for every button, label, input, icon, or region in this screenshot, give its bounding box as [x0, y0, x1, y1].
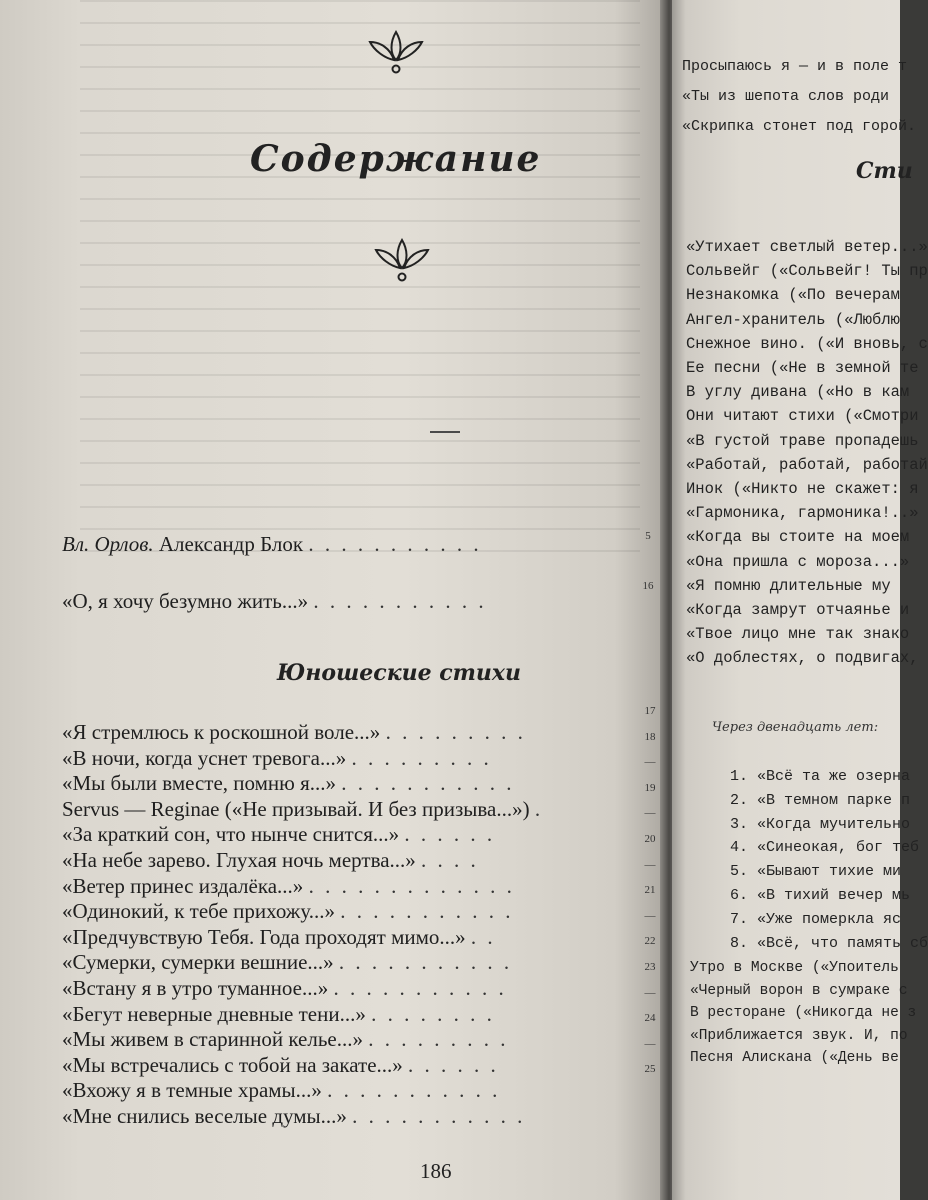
toc-entry-title: Servus — Reginae («Не призывай. И без призыва...») — [62, 796, 530, 821]
right-numbered-line: 3. «Когда мучительно — [730, 815, 911, 833]
toc-leader-dots: . . . . . . . . . . . . . — [308, 873, 515, 898]
toc-entry-title: «Ветер принес издалёка...» — [62, 873, 304, 898]
toc-leader-dots: . . . . . . . . . . . — [352, 1104, 526, 1128]
toc-entry[interactable] — [62, 1077, 602, 1103]
toc-leader-dots: . . . . . . . . . . . — [341, 771, 515, 796]
toc-entry-title: «Мне снились веселые думы...» — [62, 1104, 347, 1128]
right-toc-line: Сольвейг («Сольвейг! Ты пр — [686, 262, 928, 281]
toc-entry[interactable] — [62, 1103, 602, 1129]
right-toc-line: Ее песни («Не в земной те — [686, 359, 919, 377]
toc-entry[interactable] — [62, 719, 602, 745]
toc-entry-orlov[interactable]: Вл. Орлов. Александр Блок . . . . . . . . . . . — [62, 532, 482, 556]
page-number: 25 — [644, 1063, 656, 1076]
toc-entry-title: «Предчувствую Тебя. Года проходят мимо...» — [62, 924, 466, 949]
page-number: — — [644, 858, 656, 871]
page-number: 24 — [644, 1012, 656, 1025]
page-number: 22 — [644, 935, 656, 948]
toc-leader-dots: . . . . . . . . . . . — [340, 899, 514, 924]
toc-entry-title: «Сумерки, сумерки вешние...» — [62, 950, 334, 975]
right-toc-line: «Утихает светлый ветер...» — [686, 238, 928, 256]
right-toc-line: «О доблестях, о подвигах, — [686, 649, 919, 668]
page-number: 18 — [644, 730, 656, 743]
toc-entry-title: «Вхожу я в темные храмы...» — [62, 1078, 322, 1103]
toc-leader-dots: . . . . . . . . — [371, 1001, 495, 1026]
right-numbered-line: 1. «Всё та же озерна — [730, 768, 911, 785]
right-subsection: Через двенадцать лет: — [712, 720, 879, 735]
right-toc-line: «Когда замрут отчаянье и — [686, 601, 910, 619]
toc-entry-o-ya-hochu[interactable]: «О, я хочу безумно жить...» . . . . . . . . . . . — [62, 589, 487, 613]
page-number: — — [644, 1037, 656, 1050]
toc-entry[interactable] — [62, 873, 602, 899]
right-bottom-line: Песня Алискана («День ве — [690, 1050, 899, 1066]
toc-entry-title: «На небе зарево. Глухая ночь мертва...» — [62, 848, 416, 872]
toc-entry[interactable] — [62, 847, 602, 873]
right-bottom-line: «Приближается звук. И, по — [690, 1027, 908, 1044]
page-number: — — [644, 986, 656, 999]
right-numbered-line: 8. «Всё, что память сб — [730, 934, 928, 952]
toc-entry[interactable] — [62, 949, 602, 975]
toc-leader-dots: . . . . . . . . . — [368, 1027, 509, 1052]
right-toc-line: Незнакомка («По вечерам — [686, 286, 900, 305]
toc-entry[interactable] — [62, 924, 602, 950]
toc-entry[interactable] — [62, 796, 602, 822]
toc-entry[interactable] — [62, 975, 602, 1001]
toc-entry-title: «Мы встречались с тобой на закате...» — [62, 1052, 403, 1077]
right-toc-line: «Твое лицо мне так знако — [686, 625, 910, 644]
page-number: — — [644, 756, 656, 769]
page-number: 19 — [644, 781, 656, 794]
right-toc-line: «Когда вы стоите на моем — [686, 528, 910, 547]
right-numbered-line: 4. «Синеокая, бог теб — [730, 839, 920, 857]
toc-entry-title: «За краткий сон, что нынче снится...» — [62, 822, 400, 847]
right-bottom-line: «Черный ворон в сумраке с — [690, 982, 908, 999]
toc-entry-title: «Мы были вместе, помню я...» — [62, 771, 337, 796]
toc-entry-title: «Я стремлюсь к роскошной воле...» — [62, 720, 381, 744]
page-number: — — [644, 909, 656, 922]
right-toc-line: В углу дивана («Но в кам — [686, 383, 910, 402]
toc-leader-dots: . . . . . . — [408, 1052, 499, 1077]
right-text-line: Просыпаюсь я — и в поле т — [682, 58, 908, 75]
toc-entry[interactable] — [62, 770, 602, 796]
toc-entry-title: «Встану я в утро туманное...» — [62, 976, 329, 1000]
toc-leader-dots: . . . . . . . . . . . — [333, 976, 507, 1000]
right-toc-line: Ангел-хранитель («Люблю — [686, 310, 900, 329]
right-toc-line: Снежное вино. («И вновь, с — [686, 334, 928, 353]
right-numbered-line: 7. «Уже померкла яс — [730, 910, 902, 928]
right-toc-line: «Она пришла с мороза...» — [686, 552, 910, 571]
page-number: 17 — [644, 705, 656, 717]
right-bottom-line: Утро в Москве («Упоитель — [690, 960, 899, 976]
section-heading: Юношеские стихи — [277, 660, 522, 686]
toc-leader-dots: . . . . . . . . . . . — [327, 1078, 501, 1103]
toc-entry-title: «В ночи, когда уснет тревога...» — [62, 745, 347, 770]
page-number: 5 — [645, 530, 651, 542]
toc-entry[interactable] — [62, 821, 602, 847]
show-through-text — [80, 0, 640, 560]
right-numbered-line: 2. «В темном парке п — [730, 791, 911, 809]
toc-leader-dots: . — [534, 796, 544, 821]
toc-leader-dots: . . . . . . . . . . . — [338, 950, 513, 975]
right-toc-line: «Гармоника, гармоника!..» — [686, 504, 919, 523]
page-number: — — [644, 807, 656, 820]
right-section-heading: Сти — [856, 158, 913, 184]
toc-entry-title: «Мы живем в старинной келье...» — [62, 1027, 364, 1052]
toc-entry-title: «Одинокий, к тебе прихожу...» — [62, 899, 335, 924]
folio-page-number: 186 — [420, 1159, 452, 1183]
toc-leader-dots: . . . . . . — [404, 822, 496, 847]
toc-entry[interactable] — [62, 898, 602, 924]
right-toc-line: Они читают стихи («Смотри — [686, 407, 919, 426]
top-floral-ornament-icon — [366, 28, 426, 78]
page-number: 20 — [644, 833, 656, 845]
right-numbered-line: 6. «В тихий вечер мь — [730, 887, 911, 904]
page-title: Содержание — [250, 138, 542, 180]
toc-entry[interactable] — [62, 745, 602, 771]
right-text-line: «Скрипка стонет под горой. — [682, 118, 917, 135]
right-toc-line: Инок («Никто не скажет: я — [686, 480, 919, 498]
page-number: 16 — [642, 580, 654, 592]
right-numbered-line: 5. «Бывают тихие ми — [730, 863, 902, 881]
page-number: 23 — [644, 961, 656, 973]
toc-leader-dots: . . . . . . . . . — [385, 720, 526, 744]
right-toc-line: «Работай, работай, работай — [686, 455, 928, 474]
right-bottom-line: В ресторане («Никогда не з — [690, 1005, 917, 1021]
right-text-line: «Ты из шепота слов роди — [682, 88, 890, 105]
bottom-floral-ornament-icon — [372, 236, 432, 286]
right-toc-line: «В густой траве пропадешь — [686, 431, 919, 450]
toc-entry[interactable] — [62, 1026, 602, 1052]
toc-leader-dots: . . — [470, 924, 496, 949]
right-toc-line: «Я помню длительные му — [686, 576, 891, 595]
page-number: 21 — [644, 884, 656, 897]
toc-leader-dots: . . . . — [421, 848, 479, 872]
toc-entry-title: «Бегут неверные дневные тени...» — [62, 1001, 366, 1026]
toc-leader-dots: . . . . . . . . . — [351, 745, 492, 770]
toc-entry[interactable] — [62, 1052, 602, 1078]
divider-dash — [430, 431, 460, 433]
toc-entry[interactable] — [62, 1001, 602, 1027]
right-page — [672, 0, 928, 1200]
